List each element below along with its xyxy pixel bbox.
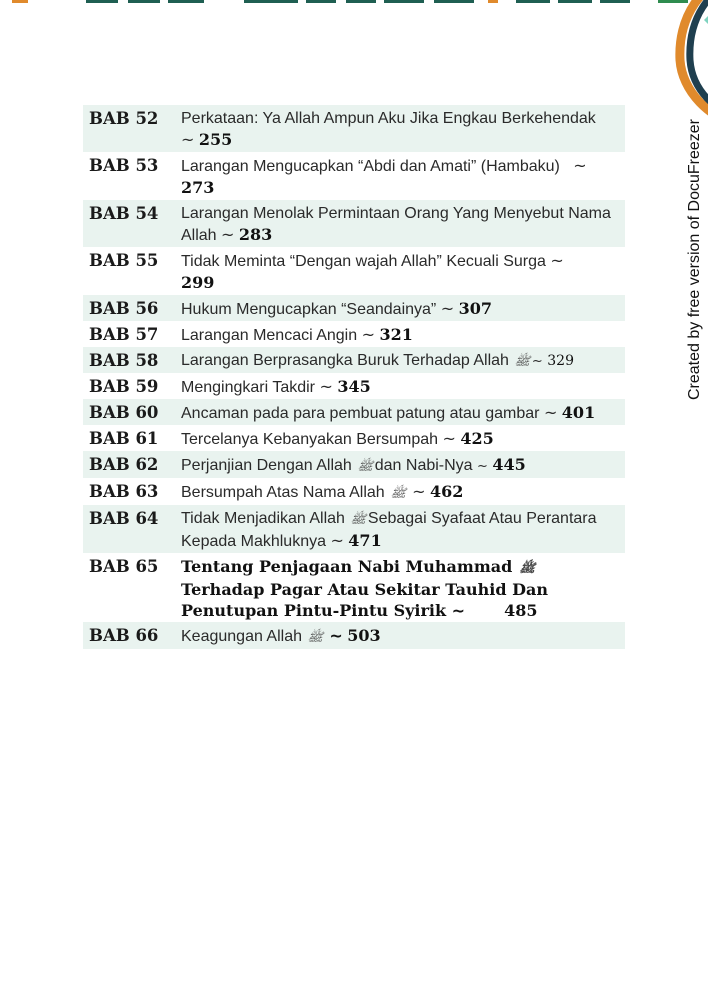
chapter-title-cont: Terhadap Pagar Atau Sekitar Tauhid Dan Penutupan Pintu-Pintu Syirik — [181, 580, 548, 620]
chapter-title: Tidak Menjadikan Allah — [181, 510, 345, 527]
toc-row[interactable]: BAB 57 Larangan Mencaci Angin ~ 321 — [83, 321, 625, 347]
chapter-label: BAB 63 — [89, 482, 159, 501]
chapter-title-cont: dan Nabi-Nya — [374, 457, 473, 474]
chapter-title: Hukum Mengucapkan “Seandainya” — [181, 301, 437, 318]
page-number: 321 — [379, 325, 413, 344]
toc-row[interactable]: BAB 66 Keagungan Allah ﷺ ~ 503 — [83, 622, 625, 649]
honorific-icon: ﷺ — [390, 486, 407, 500]
toc-row[interactable]: BAB 52 Perkataan: Ya Allah Ampun Aku Jika Engkau Berkehendak ~ 255 — [83, 105, 625, 152]
page-number: 503 — [347, 626, 381, 645]
chapter-title: Ancaman pada para pembuat patung atau gambar — [181, 405, 540, 422]
chapter-label: BAB 59 — [89, 377, 159, 396]
chapter-title: Mengingkari Takdir — [181, 379, 315, 396]
page-number: 471 — [348, 531, 382, 550]
page-number: 307 — [458, 299, 492, 318]
page-number: 299 — [181, 273, 215, 292]
chapter-title: Larangan Berprasangka Buruk Terhadap Allah — [181, 352, 509, 369]
honorific-icon: ﷺ — [307, 630, 324, 644]
chapter-label: BAB 60 — [83, 399, 175, 425]
chapter-label: BAB 66 — [83, 622, 175, 649]
chapter-label: BAB 64 — [83, 505, 175, 553]
chapter-label: BAB 56 — [83, 295, 175, 321]
chapter-label: BAB 53 — [89, 156, 159, 175]
chapter-title: Keagungan Allah — [181, 628, 302, 645]
chapter-title: Larangan Menolak Permintaan Orang Yang Menyebut Nama Allah — [181, 205, 611, 244]
chapter-title: Perkataan: Ya Allah Ampun Aku Jika Engkau Berkehendak — [181, 110, 596, 127]
chapter-label: BAB 54 — [83, 200, 175, 247]
page-number: 485 — [504, 601, 538, 620]
toc-row[interactable]: BAB 60 Ancaman pada para pembuat patung atau gambar ~ 401 — [83, 399, 625, 425]
chapter-label: BAB 55 — [89, 251, 159, 270]
table-of-contents — [83, 105, 625, 649]
page-number: 462 — [429, 482, 464, 501]
honorific-icon: ﷺ — [514, 354, 531, 368]
toc-row[interactable]: BAB 65 Tentang Penjagaan Nabi Muhammad ﷺ Terhadap Pagar Atau Sekitar Tauhid Dan Penutupan Pintu-Pintu Syirik ~ 485 — [83, 553, 625, 622]
chapter-title: Larangan Mengucapkan “Abdi dan Amati” (Hambaku) — [181, 158, 560, 175]
chapter-title: Larangan Mencaci Angin — [181, 327, 358, 344]
toc-row[interactable]: BAB 58 Larangan Berprasangka Buruk Terhadap Allah ﷺ~ 329 — [83, 347, 625, 373]
chapter-label: BAB 65 — [89, 557, 159, 576]
toc-row[interactable]: BAB 63 Bersumpah Atas Nama Allah ﷺ ~ 462 — [83, 478, 625, 505]
corner-ornament-icon — [668, 0, 708, 130]
chapter-title: Bersumpah Atas Nama Allah — [181, 484, 385, 501]
chapter-title: Tercelanya Kebanyakan Bersumpah — [181, 431, 439, 448]
page-number: 329 — [547, 353, 574, 369]
honorific-icon: ﷺ — [350, 512, 367, 526]
toc-row[interactable]: BAB 53 Larangan Mengucapkan “Abdi dan Amati” (Hambaku) ~ 273 — [83, 152, 625, 200]
page-number: 401 — [561, 403, 596, 422]
top-decoration-strip — [0, 0, 708, 4]
honorific-icon: ﷺ — [357, 459, 374, 473]
toc-row[interactable]: BAB 64 Tidak Menjadikan Allah ﷺSebagai Syafaat Atau Perantara Kepada Makhluknya ~ 471 — [83, 505, 625, 553]
chapter-label: BAB 62 — [83, 451, 175, 478]
page-number: 345 — [337, 377, 371, 396]
chapter-title: Tentang Penjagaan Nabi Muhammad — [181, 557, 513, 576]
chapter-label: BAB 57 — [89, 325, 159, 344]
watermark-text: Created by free version of DocuFreezer — [686, 118, 703, 400]
chapter-title: Tidak Meminta “Dengan wajah Allah” Kecuali Surga — [181, 253, 546, 270]
toc-row[interactable]: BAB 55 Tidak Meminta “Dengan wajah Allah” Kecuali Surga ~ 299 — [83, 247, 625, 295]
chapter-title: Perjanjian Dengan Allah — [181, 457, 352, 474]
page-number: 273 — [181, 178, 215, 197]
page-number: 255 — [198, 130, 233, 149]
toc-row[interactable]: BAB 62 Perjanjian Dengan Allah ﷺdan Nabi-Nya ~ 445 — [83, 451, 625, 478]
chapter-title-cont: Sebagai Syafaat Atau Perantara Kepada Makhluknya — [181, 510, 597, 550]
toc-row[interactable]: BAB 54 Larangan Menolak Permintaan Orang Yang Menyebut Nama Allah ~ 283 — [83, 200, 625, 247]
toc-row[interactable]: BAB 61 Tercelanya Kebanyakan Bersumpah ~ 425 — [83, 425, 625, 451]
chapter-label: BAB 61 — [89, 429, 159, 448]
page-number: 283 — [238, 225, 273, 244]
toc-row[interactable]: BAB 59 Mengingkari Takdir ~ 345 — [83, 373, 625, 399]
page-number: 425 — [460, 429, 494, 448]
chapter-label: BAB 52 — [83, 105, 175, 152]
toc-row[interactable]: BAB 56 Hukum Mengucapkan “Seandainya” ~ 307 — [83, 295, 625, 321]
chapter-label: BAB 58 — [83, 347, 175, 373]
honorific-icon: ﷺ — [519, 561, 536, 575]
page-number: 445 — [492, 455, 526, 474]
